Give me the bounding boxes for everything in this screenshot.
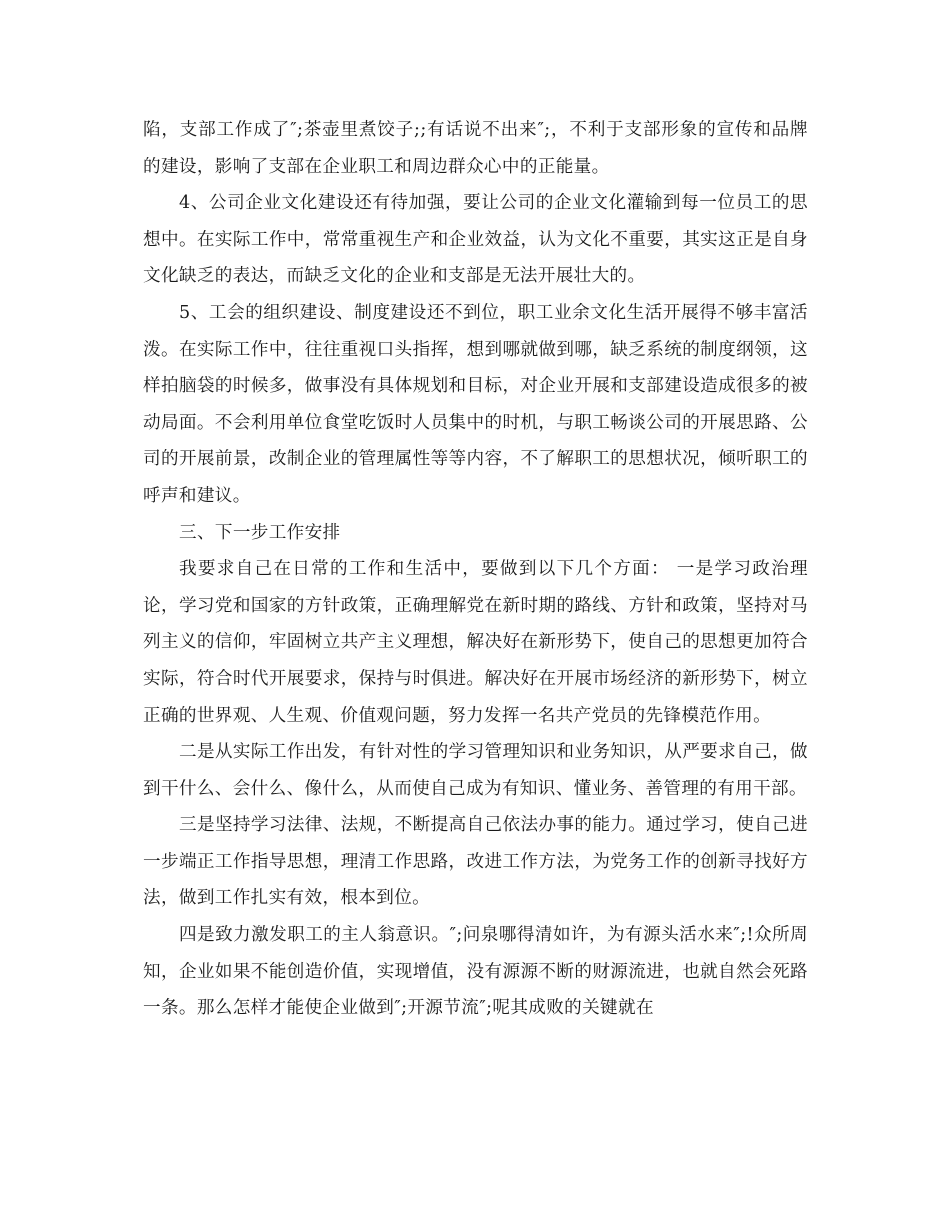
paragraph-6: 三是坚持学习法律、法规，不断提高自己依法办事的能力。通过学习，使自己进一步端正工作指导思想，理清工作思路，改进工作方法，为党务工作的创新寻找好方法，做到工作扎实有效，根本到位。 [143, 815, 808, 909]
paragraph-5: 二是从实际工作出发，有针对性的学习管理知识和业务知识，从严要求自己，做到干什么、会什么、像什么，从而使自己成为有知识、懂业务、善管理的有用干部。 [143, 742, 808, 799]
document-body [143, 112, 808, 1027]
section-heading: 三、下一步工作安排 [179, 522, 341, 543]
paragraph-4: 我要求自己在日常的工作和生活中，要做到以下几个方面： 一是学习政治理论，学习党和国家的方针政策，正确理解党在新时期的路线、方针和政策，坚持对马列主义的信仰，牢固树立共产主义理想，解决好在新形势下，使自己的思想更加符合实际，符合时代开展要求，保持与时俱进。解决好在开展市场经济的新形势下，树立正确的世界观、人生观、价值观问题，努力发挥一名共产党员的先锋模范作用。 [143, 559, 808, 726]
paragraph-7: 四是致力激发职工的主人翁意识。″;问泉哪得清如许，为有源头活水来″;!众所周知，企业如果不能创造价值，实现增值，没有源源不断的财源流进，也就自然会死路一条。那么怎样才能使企业做到″;开源节流″;呢其成败的关键就在 [143, 925, 808, 1019]
paragraph-1: 陷，支部工作成了″;茶壶里煮饺子;;有话说不出来″;，不利于支部形象的宣传和品牌的建设，影响了支部在企业职工和周边群众心中的正能量。 [143, 120, 808, 177]
paragraph-2: 4、公司企业文化建设还有待加强，要让公司的企业文化灌输到每一位员工的思想中。在实际工作中，常常重视生产和企业效益，认为文化不重要，其实这正是自身文化缺乏的表达，而缺乏文化的企业和支部是无法开展壮大的。 [143, 193, 808, 287]
paragraph-3: 5、工会的组织建设、制度建设还不到位，职工业余文化生活开展得不够丰富活泼。在实际工作中，往往重视口头指挥，想到哪就做到哪，缺乏系统的制度纲领，这样拍脑袋的时候多，做事没有具体规划和目标，对企业开展和支部建设造成很多的被动局面。不会利用单位食堂吃饭时人员集中的时机，与职工畅谈公司的开展思路、公司的开展前景，改制企业的管理属性等等内容，不了解职工的思想状况，倾听职工的呼声和建议。 [143, 302, 808, 506]
